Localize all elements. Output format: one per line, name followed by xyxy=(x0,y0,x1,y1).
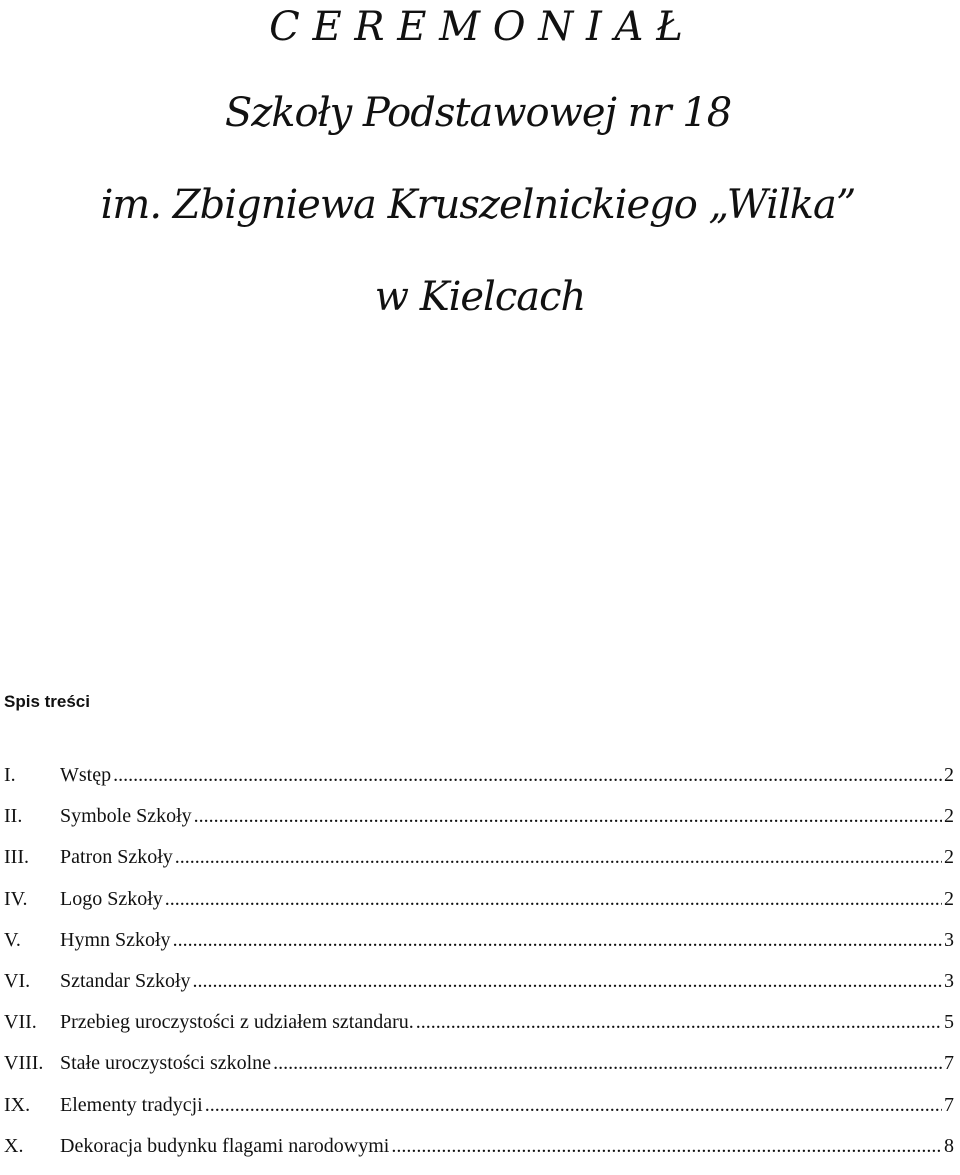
toc-title-link[interactable]: Elementy tradycji xyxy=(60,1093,203,1116)
toc-entry[interactable] xyxy=(4,969,954,1010)
toc-number: IV. xyxy=(4,887,28,910)
toc-page-number: 7 xyxy=(944,1093,954,1116)
toc-dot-leader xyxy=(416,1010,942,1034)
toc-title-link[interactable]: Sztandar Szkoły xyxy=(60,969,191,992)
toc-number: VII. xyxy=(4,1011,37,1034)
title-city: w Kielcach xyxy=(374,274,586,320)
toc-number: III. xyxy=(4,846,29,869)
toc-page-number: 5 xyxy=(944,1011,954,1034)
toc-dot-leader xyxy=(113,763,942,787)
toc-title-link[interactable]: Logo Szkoły xyxy=(60,887,163,910)
toc-dot-leader xyxy=(173,928,942,952)
toc-title-link[interactable]: Przebieg uroczystości z udziałem sztandaru. xyxy=(60,1011,414,1034)
toc-page-number: 2 xyxy=(944,764,954,786)
toc-title-link[interactable]: Wstęp xyxy=(60,764,112,786)
toc-number: I. xyxy=(4,764,16,786)
toc-entry[interactable] xyxy=(4,887,954,928)
toc-entry[interactable] xyxy=(4,1051,954,1092)
toc-title-link[interactable]: Hymn Szkoły xyxy=(60,928,171,951)
toc-page-number: 8 xyxy=(944,1134,954,1157)
toc-page-number: 2 xyxy=(944,887,954,910)
toc-number: X. xyxy=(4,1134,24,1157)
toc-number: II. xyxy=(4,805,23,828)
title-patron: im. Zbigniewa Kruszelnickiego „Wilka” xyxy=(100,182,856,228)
toc-entry[interactable] xyxy=(4,804,954,845)
toc-entry[interactable] xyxy=(4,928,954,969)
toc-dot-leader xyxy=(205,1093,942,1117)
toc-dot-leader xyxy=(273,1051,942,1075)
toc-number: V. xyxy=(4,928,21,951)
toc-page-number: 2 xyxy=(944,846,954,869)
toc-page-number: 2 xyxy=(944,805,954,828)
toc-dot-leader xyxy=(175,845,942,869)
toc-entry[interactable] xyxy=(4,845,954,886)
title-school-name: Szkoły Podstawowej nr 18 xyxy=(224,90,732,136)
toc-entry[interactable] xyxy=(4,1093,954,1134)
toc-page-number: 3 xyxy=(944,969,954,992)
toc-title-link[interactable]: Symbole Szkoły xyxy=(60,805,192,828)
toc-number: IX. xyxy=(4,1093,31,1116)
toc-dot-leader xyxy=(391,1134,942,1158)
toc-entry[interactable] xyxy=(4,1134,954,1175)
toc-dot-leader xyxy=(165,887,942,911)
toc-dot-leader xyxy=(194,804,942,828)
toc-number: VIII. xyxy=(4,1052,44,1075)
toc-page-number: 7 xyxy=(944,1052,954,1075)
toc-page-number: 3 xyxy=(944,928,954,951)
toc-heading: Spis treści xyxy=(4,692,90,711)
toc-title-link[interactable]: Dekoracja budynku flagami narodowymi xyxy=(60,1134,390,1157)
table-of-contents xyxy=(4,763,954,1175)
toc-number: VI. xyxy=(4,969,31,992)
toc-title-link[interactable]: Stałe uroczystości szkolne xyxy=(60,1052,272,1075)
toc-entry[interactable] xyxy=(4,1010,954,1051)
toc-dot-leader xyxy=(193,969,942,993)
title-ceremonial: C E R E M O N I A Ł xyxy=(269,4,683,50)
toc-entry[interactable] xyxy=(4,763,954,804)
toc-title-link[interactable]: Patron Szkoły xyxy=(60,846,173,869)
